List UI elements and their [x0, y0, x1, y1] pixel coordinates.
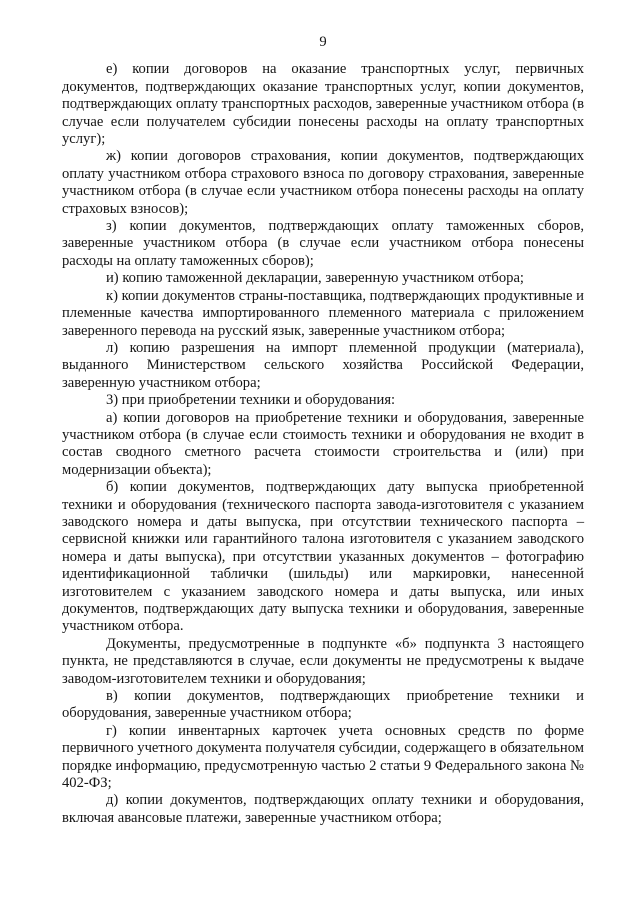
paragraph-v: в) копии документов, подтверждающих приобретение техники и оборудования, заверенные участником отбора; — [62, 688, 584, 722]
paragraph-g: г) копии инвентарных карточек учета основных средств по форме первичного учетного документа получателя субсидии, содержащего в обязательном порядке информацию, предусмотренную частью 2 статьи 9 Федерального закона № 402-ФЗ; — [62, 722, 584, 792]
page-number: 9 — [319, 34, 327, 50]
section-3-heading: 3) при приобретении техники и оборудования: — [106, 392, 396, 409]
paragraph-d: д) копии документов, подтверждающих оплату техники и оборудования, включая авансовые платежи, заверенные участником отбора; — [62, 792, 584, 826]
paragraph-l: л) копию разрешения на импорт племенной продукции (материала), выданного Министерством сельского хозяйства Российской Федерации, заверенную участником отбора; — [62, 339, 584, 391]
paragraph-k: к) копии документов страны-поставщика, подтверждающих продуктивные и племенные качества импортированного племенного материала с приложением заверенного перевода на русский язык, заверенные участником отбора; — [62, 287, 584, 339]
paragraph-a: а) копии договоров на приобретение техники и оборудования, заверенные участником отбора (в случае если стоимость техники и оборудования не входит в состав сводного сметного расчета стоимости строительства и (или) при модернизации объекта); — [62, 409, 584, 478]
paragraph-zh: ж) копии договоров страхования, копии документов, подтверждающих оплату участником отбора страхового взноса по договору страхования, заверенные участником отбора (в случае если участником отбора понесены расходы на оплату страховых взносов); — [62, 148, 584, 217]
paragraph-i: и) копию таможенной декларации, заверенную участником отбора; — [106, 270, 524, 287]
paragraph-b: б) копии документов, подтверждающих дату выпуска приобретенной техники и оборудования (технического паспорта завода-изготовителя с указанием заводского номера и даты выпуска, при отсутствии технического паспорта – сервисной книжки или гарантийного талона изготовителя с указанием заводского номера и даты выпуска), при отсутствии указанных документов – фотографию идентификационной таблички (шильды) или маркировки, нанесенной изготовителем с указанием заводского номера и даты выпуска, или иных документов, подтверждающих дату выпуска техники и оборудования, заверенные участником отбора. — [62, 479, 584, 635]
paragraph-z: з) копии документов, подтверждающих оплату таможенных сборов, заверенные участником отбора (в случае если участником отбора понесены расходы на оплату таможенных сборов); — [62, 218, 584, 269]
paragraph-e: е) копии договоров на оказание транспортных услуг, первичных документов, подтверждающих оказание транспортных услуг, копии документов, подтверждающих оплату транспортных расходов, заверенные участником отбора (в случае если получателем субсидии понесены расходы на оплату транспортных услуг); — [62, 61, 584, 148]
paragraph-documents-note: Документы, предусмотренные в подпункте «б» подпункта 3 настоящего пункта, не представляются в случае, если документы не предусмотрены к выдаче заводом-изготовителем техники и оборудования; — [62, 635, 584, 687]
